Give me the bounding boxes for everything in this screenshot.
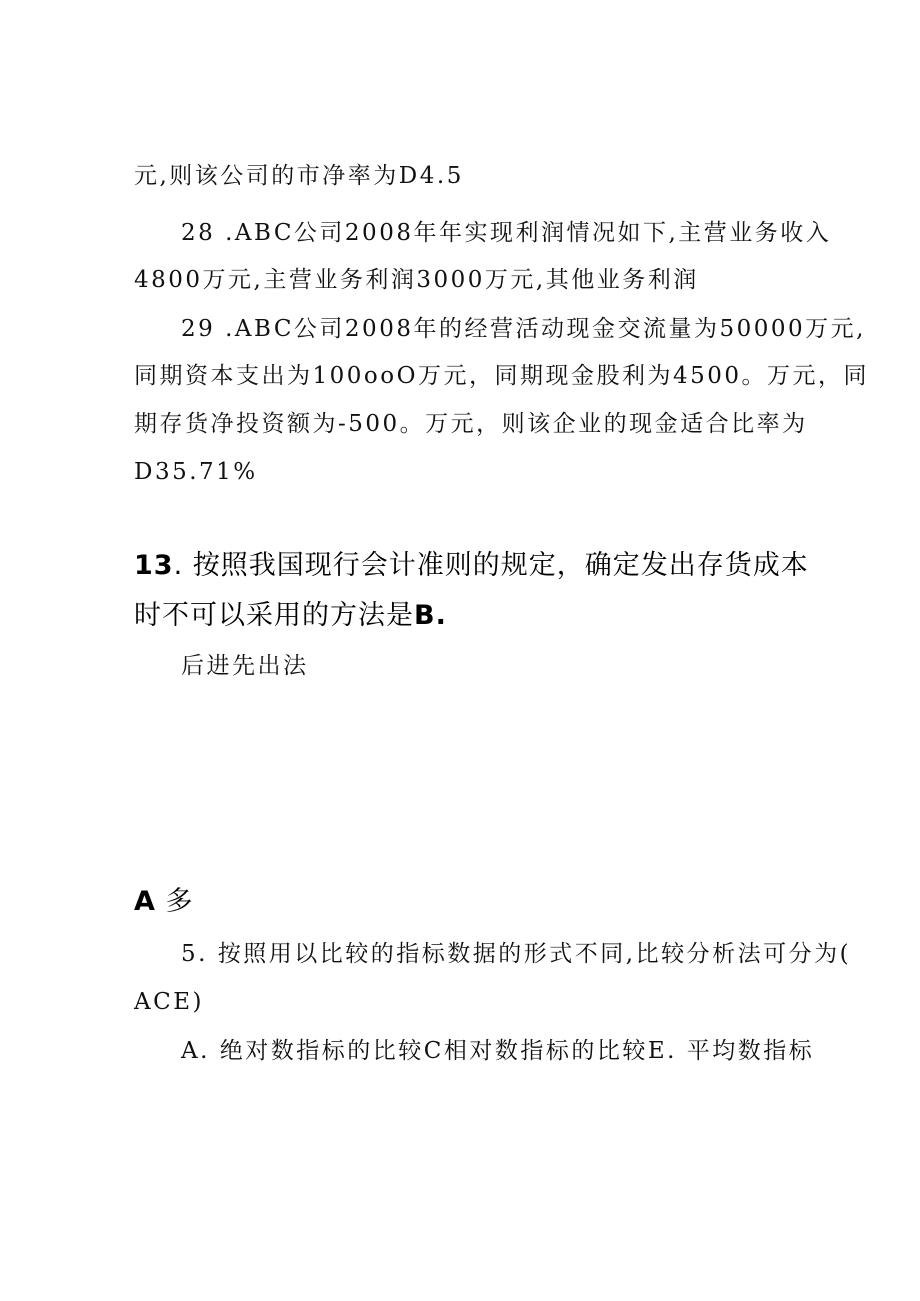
question-29-line-2: 同期资本支出为100ooO万元，同期现金股利为4500。万元，同 [134, 363, 869, 389]
question-29-line-4: D35.71% [134, 459, 258, 485]
question-5-line-1: 5. 按照用以比较的指标数据的形式不同,比较分析法可分为( [181, 941, 852, 967]
question-5-line-3: A. 绝对数指标的比较C相对数指标的比较E. 平均数指标 [181, 1038, 815, 1064]
question-13-option: 后进先出法 [181, 653, 309, 679]
section-a-letter: A [134, 886, 156, 917]
question-13-heading-line-1 [134, 548, 809, 584]
section-a-label: 多 [155, 886, 194, 917]
question-13-text-part-1: . 按照我国现行会计准则的规定，确定发出存货成本 [173, 550, 809, 581]
question-28-line-2: 4800万元,主营业务利润3000万元,其他业务利润 [134, 267, 699, 293]
question-28-line-1: 28 .ABC公司2008年年实现利润情况如下,主营业务收入 [181, 220, 832, 246]
question-29-line-1: 29 .ABC公司2008年的经营活动现金交流量为50000万元, [181, 316, 866, 342]
text-line-market-to-book: 元,则该公司的市净率为D4.5 [134, 163, 464, 189]
question-13-heading-line-2 [134, 598, 447, 634]
question-13-text-part-2: 时不可以采用的方法是 [134, 600, 414, 631]
question-29-line-3: 期存货净投资额为-500。万元，则该企业的现金适合比率为 [134, 411, 808, 437]
question-13-number: 13 [134, 550, 174, 581]
question-5-line-2: ACE) [134, 989, 204, 1015]
section-a-heading [134, 884, 194, 920]
question-13-answer: B. [414, 600, 447, 631]
